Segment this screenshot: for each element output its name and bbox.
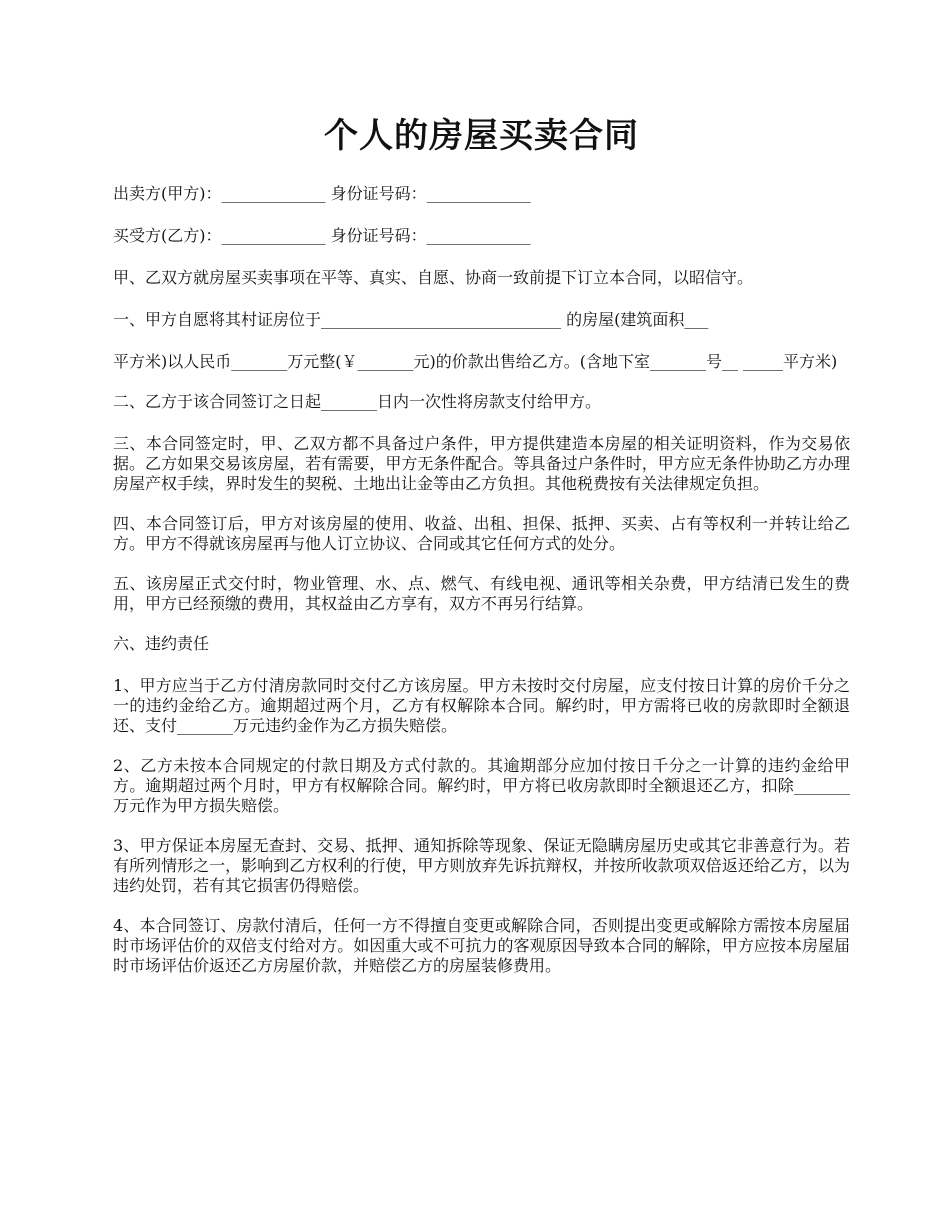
clause-3-paragraph: 三、本合同签定时，甲、乙双方都不具备过户条件，甲方提供建造本房屋的相关证明资料，作为交易依据。乙方如果交易该房屋，若有需要，甲方无条件配合。等具备过户条件时，甲方应无条件协助乙方办理房屋产权手续，界时发生的契税、土地出让金等由乙方负担。其他税费按有关法律规定负担。 — [113, 434, 850, 493]
clause-1-paragraph: 一、甲方自愿将其村证房位于______________________________ 的房屋(建筑面积___ — [113, 310, 709, 329]
clause-6-heading: 六、违约责任 — [113, 634, 210, 653]
breach-item-2-paragraph: 2、乙方未按本合同规定的付款日期及方式付款的。其逾期部分应加付按日千分之一计算的违约金给甲方。逾期超过两个月时，甲方有权解除合同。解约时，甲方将已收房款即时全额退还乙方，扣除_______万元作为甲方损失赔偿。 — [113, 756, 850, 815]
breach-item-4-paragraph: 4、本合同签订、房款付清后，任何一方不得擅自变更或解除合同，否则提出变更或解除方需按本房屋届时市场评估价的双倍支付给对方。如因重大或不可抗力的客观原因导致本合同的解除，甲方应按本房屋届时市场评估价返还乙方房屋价款，并赔偿乙方的房屋装修费用。 — [113, 916, 850, 975]
document-title: 个人的房屋买卖合同 — [324, 116, 639, 156]
preamble-paragraph: 甲、乙双方就房屋买卖事项在平等、真实、自愿、协商一致前提下订立本合同，以昭信守。 — [113, 268, 754, 287]
breach-item-1-paragraph: 1、甲方应当于乙方付清房款同时交付乙方该房屋。甲方未按时交付房屋，应支付按日计算的房价千分之一的违约金给乙方。逾期超过两个月，乙方有权解除本合同。解约时，甲方需将已收的房款即时全额退还、支付_______万元违约金作为乙方损失赔偿。 — [113, 676, 850, 735]
clause-2-paragraph: 二、乙方于该合同签订之日起_______日内一次性将房款支付给甲方。 — [113, 392, 602, 411]
seller-info-line: 出卖方(甲方)：_____________ 身份证号码：_____________ — [113, 184, 531, 203]
clause-4-paragraph: 四、本合同签订后，甲方对该房屋的使用、收益、出租、担保、抵押、买卖、占有等权利一并转让给乙方。甲方不得就该房屋再与他人订立协议、合同或其它任何方式的处分。 — [113, 514, 850, 553]
clause-5-paragraph: 五、该房屋正式交付时，物业管理、水、点、燃气、有线电视、通讯等相关杂费，甲方结清已发生的费用，甲方已经预缴的费用，其权益由乙方享有，双方不再另行结算。 — [113, 574, 850, 613]
clause-1-price-paragraph: 平方米)以人民币_______万元整(￥_______元)的价款出售给乙方。(含地下室_______号__ _____平方米) — [113, 352, 838, 371]
buyer-info-line: 买受方(乙方)：_____________ 身份证号码：_____________ — [113, 226, 531, 245]
breach-item-3-paragraph: 3、甲方保证本房屋无查封、交易、抵押、通知拆除等现象、保证无隐瞒房屋历史或其它非善意行为。若有所列情形之一，影响到乙方权利的行使，甲方则放弃先诉抗辩权，并按所收款项双倍返还给乙方，以为违约处罚，若有其它损害仍得赔偿。 — [113, 836, 850, 895]
